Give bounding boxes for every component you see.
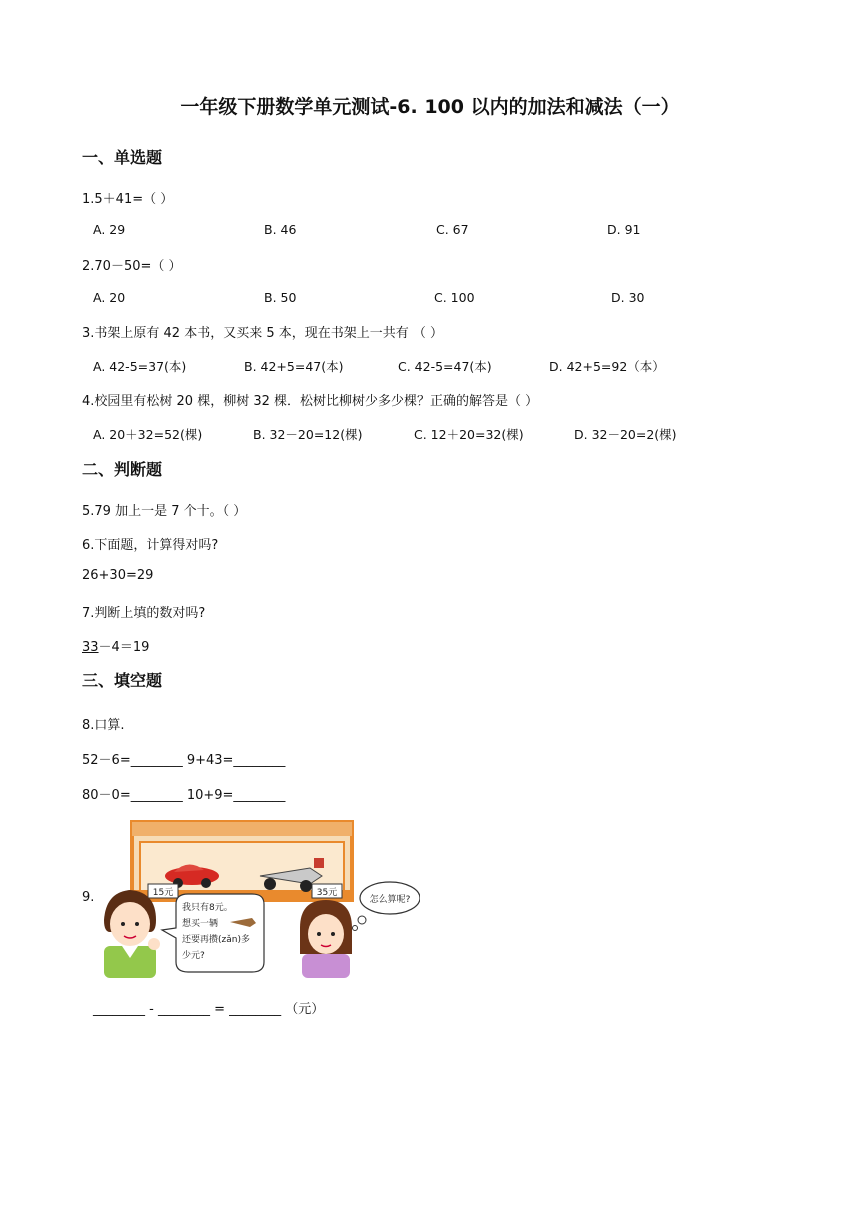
question-9-answer-line: ________ - ________ = ________ （元） <box>93 1002 325 1017</box>
section-heading-single-choice: 一、单选题 <box>82 148 163 167</box>
question-1-option-b: B. 46 <box>264 222 297 237</box>
question-2-option-b: B. 50 <box>264 290 297 305</box>
question-7-stem: 7.判断上填的数对吗? <box>82 606 206 621</box>
question-7-underlined-number: 33 <box>82 640 99 655</box>
question-3-option-b: B. 42+5=47(本) <box>244 359 344 374</box>
question-8-stem: 8.口算. <box>82 718 125 733</box>
question-7-expression <box>82 636 149 655</box>
question-3-option-d: D. 42+5=92（本） <box>549 359 665 374</box>
boy-image <box>104 890 160 978</box>
question-3-option-c: C. 42-5=47(本) <box>398 359 492 374</box>
thought-text: 怎么算呢? <box>369 895 411 905</box>
girl-image <box>300 900 352 978</box>
question-8-line-1: 52－6=________ 9+43=________ <box>82 753 286 768</box>
question-4-option-c: C. 12＋20=32(棵) <box>414 427 524 442</box>
speech-line-3: 还要再攒(zǎn)多 <box>182 935 250 945</box>
price-tag-race-car: 35元 <box>316 888 338 898</box>
question-5-stem: 5.79 加上一是 7 个十。（ ） <box>82 504 247 519</box>
speech-line-2: 想买一辆 <box>182 919 219 929</box>
speech-line-4: 少元? <box>182 951 205 961</box>
question-3-stem: 3.书架上原有 42 本书，又买来 5 本，现在书架上一共有 （ ） <box>82 326 444 341</box>
question-4-option-b: B. 32－20=12(棵) <box>253 427 363 442</box>
question-2-option-a: A. 20 <box>93 290 126 305</box>
question-1-option-a: A. 29 <box>93 222 126 237</box>
price-tag-red-car: 15元 <box>152 888 174 898</box>
question-4-option-a: A. 20＋32=52(棵) <box>93 427 203 442</box>
question-9-illustration <box>100 820 420 978</box>
question-7-expression-rest: －4＝19 <box>98 640 150 655</box>
question-4-stem: 4.校园里有松树 20 棵，柳树 32 棵．松树比柳树少多少棵？正确的解答是（ ） <box>82 394 539 409</box>
question-1-option-d: D. 91 <box>607 222 641 237</box>
question-2-option-c: C. 100 <box>434 290 475 305</box>
question-4-option-d: D. 32－20=2(棵) <box>574 427 677 442</box>
question-1-stem: 1.5＋41=（ ） <box>82 192 174 207</box>
section-heading-true-false: 二、判断题 <box>82 460 163 479</box>
speech-bubble-boy <box>162 894 264 972</box>
page-title: 一年级下册数学单元测试-6. 100 以内的加法和减法（一） <box>180 96 680 118</box>
question-9-number: 9. <box>82 890 95 905</box>
speech-line-1: 我只有8元。 <box>182 903 233 913</box>
question-8-line-2: 80－0=________ 10+9=________ <box>82 788 286 803</box>
question-1-option-c: C. 67 <box>436 222 469 237</box>
section-heading-fill-blank: 三、填空题 <box>82 671 163 690</box>
question-2-option-d: D. 30 <box>611 290 645 305</box>
question-2-stem: 2.70－50=（ ） <box>82 259 182 274</box>
question-6-expression: 26+30=29 <box>82 568 154 583</box>
question-3-option-a: A. 42-5=37(本) <box>93 359 187 374</box>
thought-bubble-girl <box>353 882 421 931</box>
question-6-stem: 6.下面题，计算得对吗? <box>82 538 219 553</box>
